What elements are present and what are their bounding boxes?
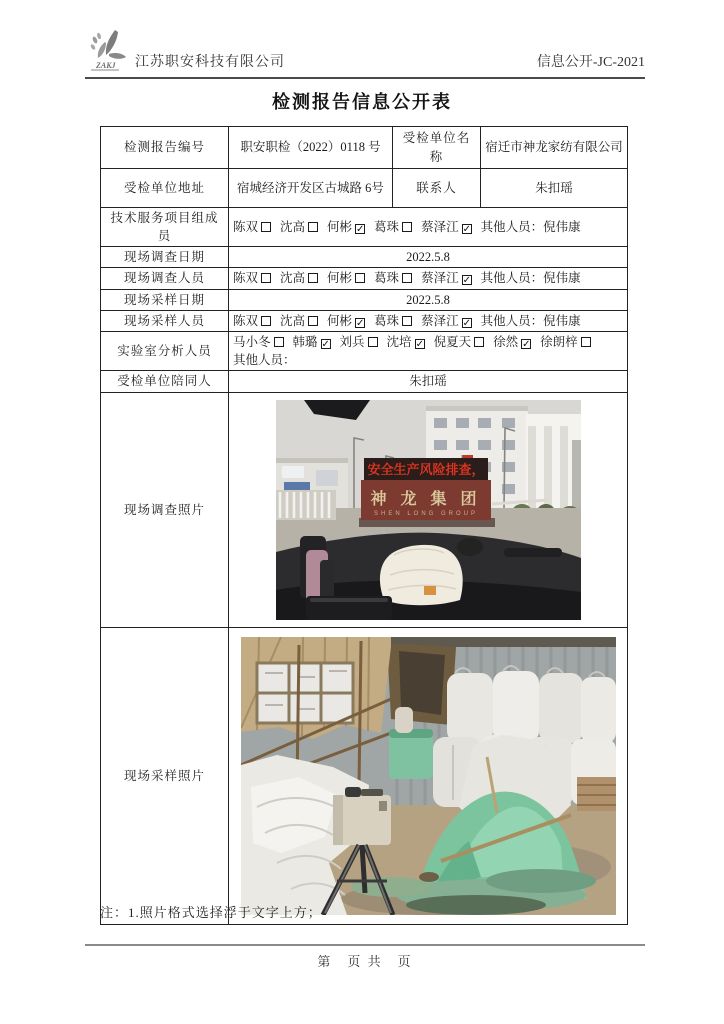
person-option bbox=[421, 271, 472, 285]
person-name: 沈高 bbox=[280, 313, 306, 328]
checkbox-unchecked-icon bbox=[274, 337, 284, 347]
team-members-cell bbox=[229, 208, 628, 247]
survey-photo-label: 现场调查照片 bbox=[101, 393, 229, 628]
checkbox-checked-icon: ✓ bbox=[321, 338, 330, 350]
checkbox-checked-icon: ✓ bbox=[356, 224, 365, 236]
gate-sign-name-en: SHEN LONG GROUP bbox=[373, 511, 478, 517]
checkbox-unchecked-icon bbox=[261, 222, 271, 232]
person-name: 倪夏天 bbox=[433, 334, 472, 349]
lab-staff-label: 实验室分析人员 bbox=[101, 331, 229, 370]
person-name: 何彬 bbox=[327, 271, 353, 286]
table-row bbox=[101, 310, 628, 331]
person-option bbox=[327, 271, 365, 285]
checkbox-unchecked-icon bbox=[402, 273, 412, 283]
report-info-table bbox=[100, 126, 628, 925]
table-row bbox=[101, 628, 628, 925]
survey-date-label: 现场调查日期 bbox=[101, 247, 229, 268]
table-row bbox=[101, 268, 628, 289]
checkbox-unchecked-icon bbox=[308, 316, 318, 326]
person-option bbox=[280, 314, 318, 328]
table-row bbox=[101, 208, 628, 247]
table-row bbox=[101, 127, 628, 169]
person-option bbox=[387, 335, 425, 349]
companion-value: 朱扣瑶 bbox=[229, 371, 628, 393]
person-option bbox=[340, 335, 378, 349]
team-label: 技术服务项目组成员 bbox=[101, 208, 229, 247]
checkbox-unchecked-icon bbox=[308, 222, 318, 232]
person-option bbox=[434, 335, 485, 349]
person-option bbox=[374, 314, 412, 328]
sampling-staff-cell bbox=[229, 310, 628, 331]
document-code: 信息公开-JC-2021 bbox=[536, 55, 645, 70]
person-name: 何彬 bbox=[327, 313, 353, 328]
person-name: 葛珠 bbox=[374, 271, 400, 286]
person-option bbox=[293, 335, 331, 349]
contact-label: 联系人 bbox=[393, 169, 481, 208]
person-option bbox=[374, 220, 412, 234]
person-name: 何彬 bbox=[327, 220, 353, 235]
person-name: 蔡泽江 bbox=[421, 271, 459, 286]
person-name: 葛珠 bbox=[374, 220, 400, 235]
sampling-photo-label: 现场采样照片 bbox=[101, 628, 229, 925]
gate-sign-name: 神 龙 集 团 bbox=[369, 491, 482, 508]
checkbox-unchecked-icon bbox=[402, 222, 412, 232]
led-banner-text: 安全生产风险排查， bbox=[366, 462, 485, 477]
person-option bbox=[280, 220, 318, 234]
checkbox-unchecked-icon bbox=[308, 273, 318, 283]
person-option bbox=[421, 220, 472, 234]
other-person-text: 其他人员：倪伟康 bbox=[480, 220, 581, 235]
person-name: 韩璐 bbox=[292, 334, 318, 349]
person-option bbox=[327, 220, 365, 234]
table-row bbox=[101, 247, 628, 268]
company-brand bbox=[85, 28, 285, 72]
checkbox-checked-icon: ✓ bbox=[356, 317, 365, 329]
member-checklist bbox=[233, 220, 481, 234]
person-option bbox=[374, 271, 412, 285]
lab-staff-cell bbox=[229, 331, 628, 370]
checkbox-checked-icon: ✓ bbox=[462, 275, 471, 287]
person-name: 徐然 bbox=[493, 334, 519, 349]
checkbox-checked-icon: ✓ bbox=[462, 317, 471, 329]
company-logo-icon bbox=[85, 28, 131, 72]
checkbox-unchecked-icon bbox=[355, 273, 365, 283]
person-name: 马小冬 bbox=[233, 334, 271, 349]
report-no-label: 检测报告编号 bbox=[101, 127, 229, 169]
page-footer: 第 页 共 页 bbox=[85, 944, 645, 970]
person-name: 沈培 bbox=[386, 334, 412, 349]
checkbox-unchecked-icon bbox=[368, 337, 378, 347]
sampling-staff-label: 现场采样人员 bbox=[101, 310, 229, 331]
person-name: 陈双 bbox=[233, 220, 259, 235]
person-name: 陈双 bbox=[233, 313, 259, 328]
survey-staff-cell bbox=[229, 268, 628, 289]
person-name: 蔡泽江 bbox=[421, 220, 459, 235]
site-survey-photo bbox=[276, 400, 581, 620]
checkbox-unchecked-icon bbox=[261, 273, 271, 283]
table-row bbox=[101, 169, 628, 208]
person-option bbox=[280, 271, 318, 285]
page-title: 检测报告信息公开表 bbox=[272, 92, 452, 112]
company-name: 江苏职安科技有限公司 bbox=[135, 55, 285, 70]
table-row bbox=[101, 371, 628, 393]
person-name: 葛珠 bbox=[374, 313, 400, 328]
checkbox-unchecked-icon bbox=[581, 337, 591, 347]
contact-value: 朱扣瑶 bbox=[481, 169, 628, 208]
person-option bbox=[421, 314, 472, 328]
checkbox-unchecked-icon bbox=[402, 316, 412, 326]
person-option bbox=[540, 335, 591, 349]
checkbox-checked-icon: ✓ bbox=[415, 338, 424, 350]
checkbox-unchecked-icon bbox=[261, 316, 271, 326]
survey-photo-cell bbox=[229, 393, 628, 628]
person-name: 沈高 bbox=[280, 220, 306, 235]
person-name: 沈高 bbox=[280, 271, 306, 286]
other-person-text: 其他人员：倪伟康 bbox=[480, 271, 581, 286]
table-row bbox=[101, 331, 628, 370]
site-sampling-photo bbox=[241, 637, 616, 915]
checkbox-checked-icon: ✓ bbox=[462, 224, 471, 236]
person-option bbox=[233, 220, 271, 234]
survey-staff-label: 现场调查人员 bbox=[101, 268, 229, 289]
survey-date-value: 2022.5.8 bbox=[229, 247, 628, 268]
person-name: 刘兵 bbox=[339, 334, 365, 349]
footnote: 注：1.照片格式选择浮于文字上方； bbox=[100, 905, 322, 920]
logo-text: ZAKJ bbox=[96, 61, 116, 70]
other-person-text: 其他人员：倪伟康 bbox=[480, 313, 581, 328]
client-name-label: 受检单位名称 bbox=[393, 127, 481, 169]
client-addr-label: 受检单位地址 bbox=[101, 169, 229, 208]
sampling-date-value: 2022.5.8 bbox=[229, 289, 628, 310]
person-name: 徐朗梓 bbox=[540, 334, 578, 349]
report-no-value: 职安职检（2022）0118 号 bbox=[229, 127, 393, 169]
member-checklist bbox=[233, 271, 481, 285]
person-name: 陈双 bbox=[233, 271, 259, 286]
sampling-date-label: 现场采样日期 bbox=[101, 289, 229, 310]
client-name-value: 宿迁市神龙家纺有限公司 bbox=[481, 127, 628, 169]
table-row bbox=[101, 393, 628, 628]
person-option bbox=[327, 314, 365, 328]
companion-label: 受检单位陪同人 bbox=[101, 371, 229, 393]
person-name: 蔡泽江 bbox=[421, 313, 459, 328]
member-checklist bbox=[233, 314, 481, 328]
other-person-text: 其他人员： bbox=[233, 352, 296, 367]
person-option bbox=[233, 314, 271, 328]
person-option bbox=[233, 335, 284, 349]
table-row bbox=[101, 289, 628, 310]
person-option bbox=[233, 271, 271, 285]
client-addr-value: 宿城经济开发区古城路 6号 bbox=[229, 169, 393, 208]
person-option bbox=[493, 335, 531, 349]
checkbox-checked-icon: ✓ bbox=[522, 338, 531, 350]
page-header bbox=[85, 28, 645, 79]
checkbox-unchecked-icon bbox=[474, 337, 484, 347]
member-checklist bbox=[233, 335, 600, 349]
sampling-photo-cell bbox=[229, 628, 628, 925]
